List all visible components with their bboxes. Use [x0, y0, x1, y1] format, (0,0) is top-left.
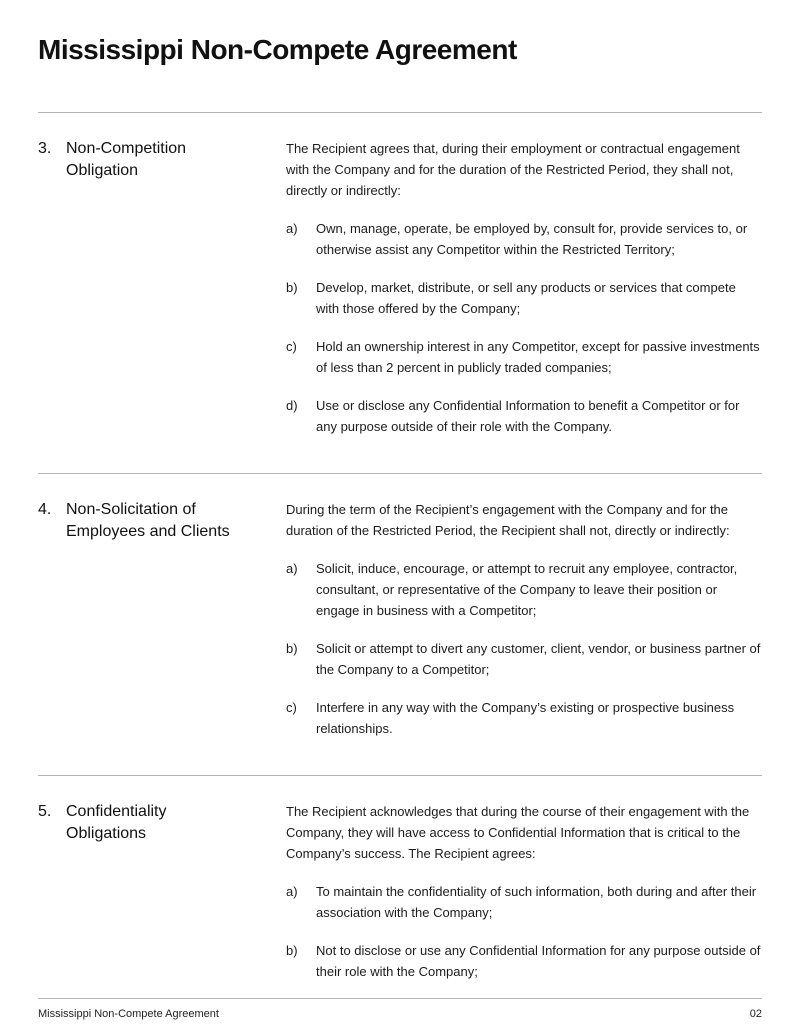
section-body-column — [286, 138, 762, 437]
section-number: 5. — [38, 803, 52, 820]
clause-label: a) — [286, 884, 298, 899]
section-non-competition — [38, 113, 762, 473]
section-heading: Non-Solicitation of Employees and Clients — [66, 501, 230, 540]
clause-text: Interfere in any way with the Company’s existing or prospective business relationships. — [316, 700, 735, 736]
clause-text: Use or disclose any Confidential Information to benefit a Competitor or for any purpose outside of their role with the Company. — [316, 398, 740, 434]
clause-text: Develop, market, distribute, or sell any products or services that compete with those offered by the Company; — [316, 280, 736, 316]
clause-text: Not to disclose or use any Confidential Information for any purpose outside of their role with the Company; — [316, 943, 761, 979]
section-intro: The Recipient acknowledges that during the course of their engagement with the Company, they will have access to Confidential Information that is critical to the Company’s success. The Recipient agrees: — [286, 804, 750, 861]
clause-item — [286, 277, 762, 319]
section-heading-column — [38, 801, 286, 982]
clause-item — [286, 218, 762, 260]
clause-label: c) — [286, 339, 297, 354]
clause-label: b) — [286, 641, 298, 656]
clause-item — [286, 395, 762, 437]
clause-item — [286, 697, 762, 739]
clause-label: a) — [286, 221, 298, 236]
clause-label: a) — [286, 561, 298, 576]
section-intro: The Recipient agrees that, during their employment or contractual engagement with the Company and for the duration of the Restricted Period, they shall not, directly or indirectly: — [286, 141, 740, 198]
section-heading: Non-Competition Obligation — [66, 140, 187, 179]
clause-text: Hold an ownership interest in any Competitor, except for passive investments of less than 2 percent in publicly traded companies; — [316, 339, 760, 375]
page-title: Mississippi Non-Compete Agreement — [38, 34, 517, 65]
clause-text: Own, manage, operate, be employed by, consult for, provide services to, or otherwise assist any Competitor within the Restricted Territory; — [316, 221, 748, 257]
section-heading-column — [38, 499, 286, 739]
page-number: 02 — [749, 1008, 762, 1020]
clause-label: b) — [286, 943, 298, 958]
clause-item — [286, 558, 762, 621]
page-footer — [38, 998, 762, 1021]
divider — [38, 998, 762, 999]
clause-item — [286, 940, 762, 982]
clause-label: d) — [286, 398, 298, 413]
clause-label: c) — [286, 700, 297, 715]
clause-item — [286, 336, 762, 378]
section-body-column — [286, 801, 762, 982]
clause-text: Solicit, induce, encourage, or attempt to recruit any employee, contractor, consultant, or representative of the Company to leave their position or engage in business with a Competitor; — [316, 561, 738, 618]
section-confidentiality — [38, 776, 762, 1018]
section-number: 3. — [38, 140, 52, 157]
section-body-column — [286, 499, 762, 739]
section-intro: During the term of the Recipient’s engagement with the Company and for the duration of the Restricted Period, the Recipient shall not, directly or indirectly: — [286, 502, 730, 538]
clause-item — [286, 881, 762, 923]
section-heading-column — [38, 138, 286, 437]
clause-text: Solicit or attempt to divert any customer, client, vendor, or business partner of the Company to a Competitor; — [316, 641, 761, 677]
section-heading: Confidentiality Obligations — [66, 803, 167, 842]
clause-text: To maintain the confidentiality of such information, both during and after their association with the Company; — [316, 884, 757, 920]
section-non-solicitation — [38, 474, 762, 775]
footer-row — [38, 1008, 762, 1021]
clause-label: b) — [286, 280, 298, 295]
section-number: 4. — [38, 501, 52, 518]
clause-item — [286, 638, 762, 680]
footer-document-title: Mississippi Non-Compete Agreement — [38, 1008, 219, 1020]
